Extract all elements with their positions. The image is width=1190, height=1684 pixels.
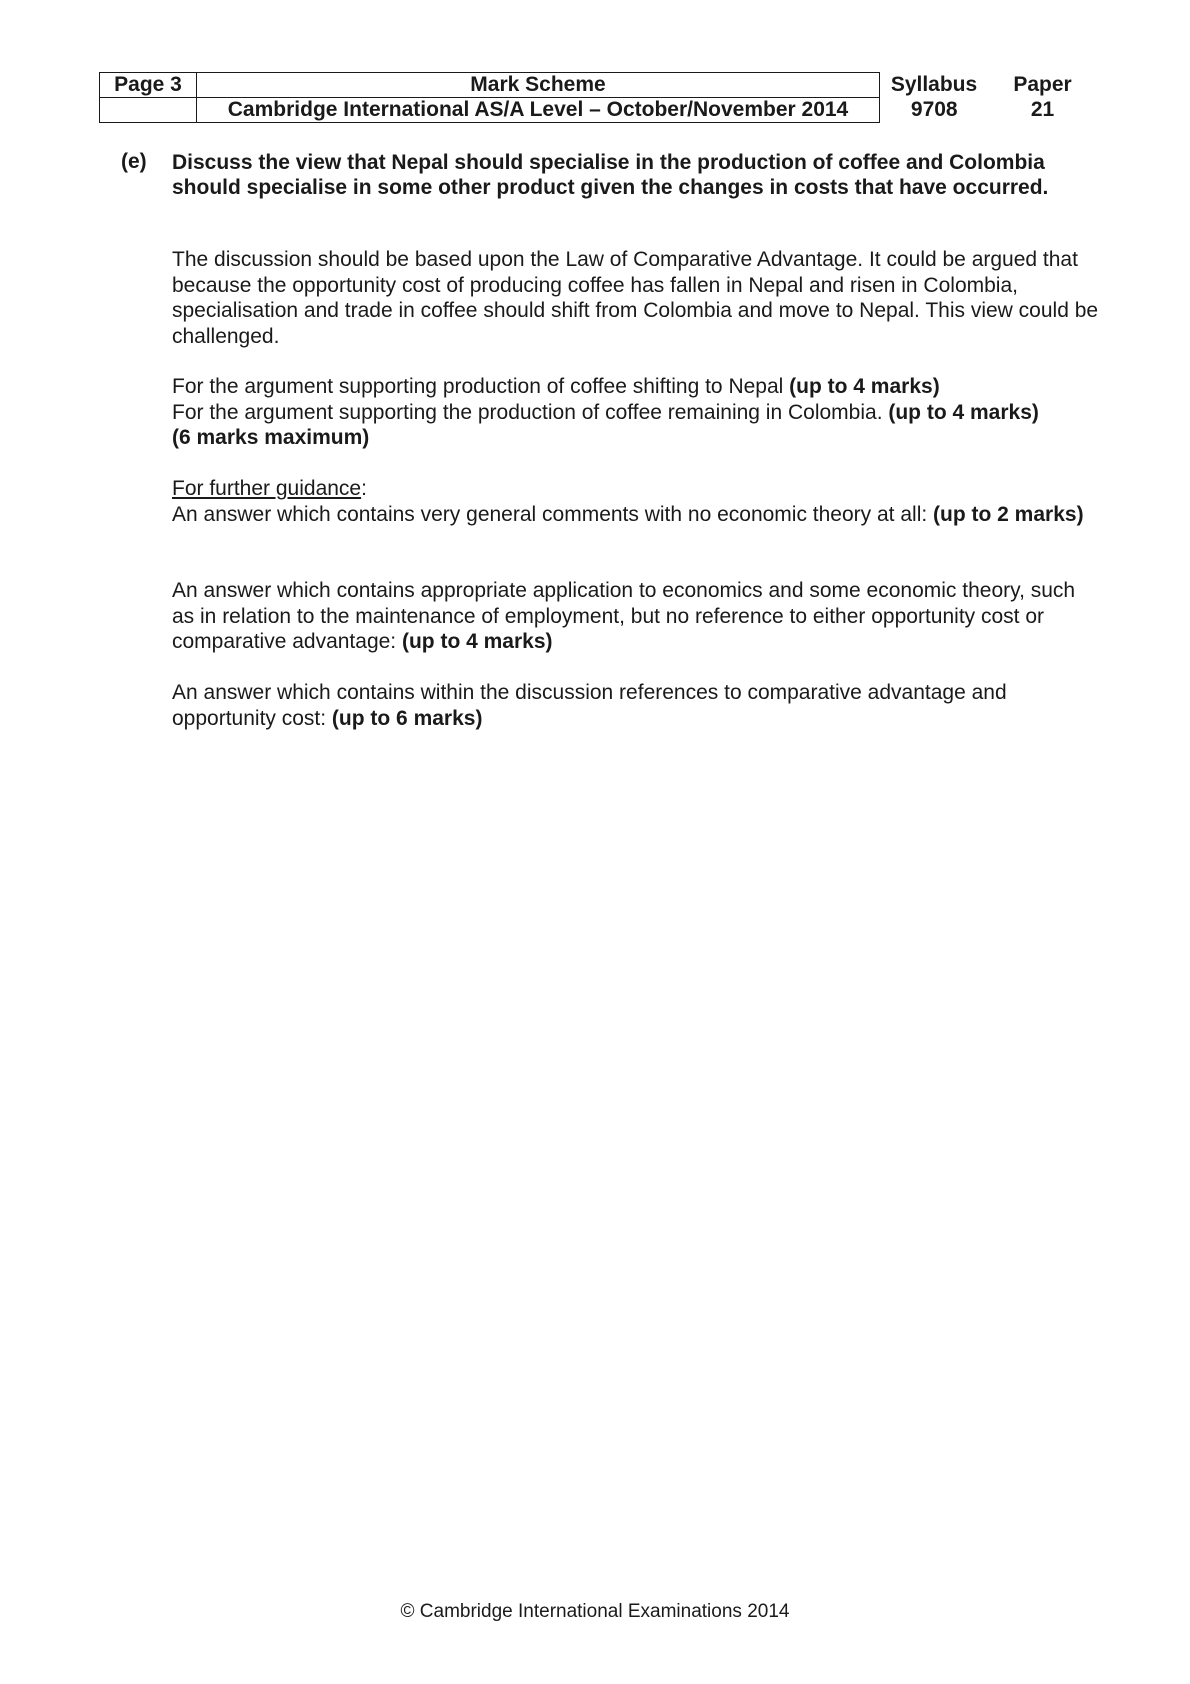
- paper-label: Paper: [1013, 73, 1072, 96]
- header-table: [99, 72, 1097, 123]
- guidance-block: [172, 476, 1102, 527]
- syllabus-code: 9708: [910, 98, 958, 121]
- question-text: Discuss the view that Nepal should specialise in the production of coffee and Colombia should specialise in some other product given the changes in costs that have occurred.: [172, 151, 1049, 199]
- argument-colombia: For the argument supporting the production of coffee remaining in Colombia. (up to 4 marks): [172, 400, 1039, 424]
- mark-scheme-title: Mark Scheme: [197, 73, 880, 98]
- blank-cell: [100, 98, 197, 123]
- copyright-footer: © Cambridge International Examinations 2014: [400, 1601, 790, 1622]
- max-marks: (6 marks maximum): [172, 426, 370, 449]
- argument-nepal: For the argument supporting production of coffee shifting to Nepal (up to 4 marks): [172, 375, 940, 398]
- question-label: (e): [121, 150, 147, 173]
- guidance-level-3: An answer which contains within the discussion references to comparative advantage and opportunity cost: (up to 6 marks): [172, 681, 1007, 730]
- page-number: Page 3: [100, 73, 197, 98]
- exam-session: Cambridge International AS/A Level – October/November 2014: [197, 98, 880, 123]
- syllabus-label: Syllabus: [890, 73, 978, 96]
- guidance-level-1: An answer which contains very general comments with no economic theory at all: (up to 2 marks): [172, 502, 1084, 526]
- marks-allocation: [172, 374, 1102, 451]
- intro-paragraph: The discussion should be based upon the Law of Comparative Advantage. It could be argued that because the opportunity cost of producing coffee has fallen in Nepal and risen in Colombia, specialisation and trade in coffee should shift from Colombia and move to Nepal. This view could be challenged.: [172, 248, 1099, 348]
- guidance-heading: For further guidance:: [172, 477, 367, 500]
- paper-number: 21: [1030, 98, 1055, 121]
- guidance-level-2: An answer which contains appropriate application to economics and some economic theory, such as in relation to the maintenance of employment, but no reference to either opportunity cost or comparative advantage: (up to 4 marks): [172, 579, 1076, 653]
